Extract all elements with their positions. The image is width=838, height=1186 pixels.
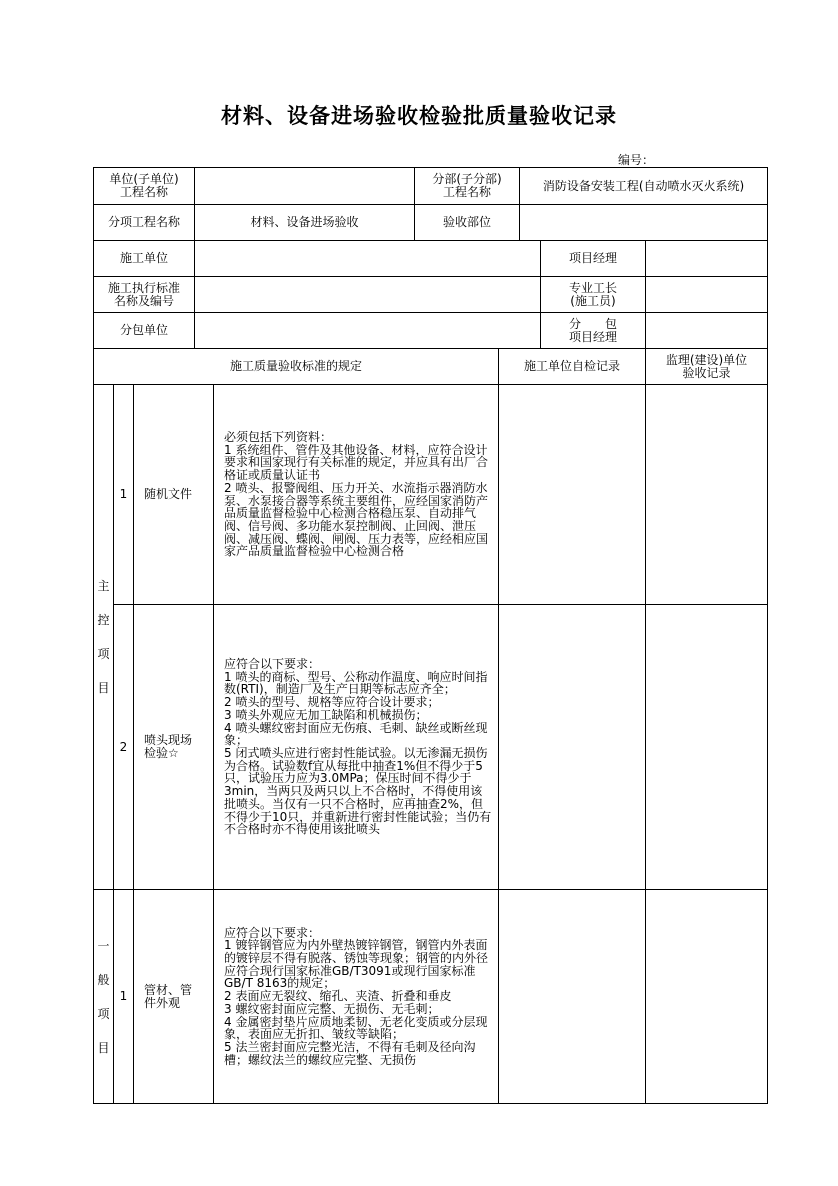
self-check-cell[interactable] [498,889,646,1104]
label-char: 项 [97,647,110,661]
supervisor-cell[interactable] [645,604,768,890]
label-char: 般 [97,972,110,987]
label-char: 项 [97,1006,110,1021]
item-content: 应符合以下要求： 1 喷头的商标、型号、公称动作温度、响应时间指数(RTI)，制造厂及生产日期等标志应齐全； 2 喷头的型号、规格等应符合设计要求； 3 喷头外观应无加工缺陷和机械损伤； 4 喷头螺纹密封面应无伤痕、毛刺、缺丝或断丝现象； 5 闭式喷头应进行密封性能试验。以无渗漏无损伤为合格。试验数f宜从每批中抽查1%但不得少于5只，试验压力应为3.0MPa；保压时间不得少于3min，当两只及两只以上不合格时，不得使用该批喷头。当仅有一只不合格时，应再抽查2%，但不得少于10只，并重新进行密封性能试验；当仍有不合格时亦不得使用该批喷头 [213,604,499,890]
item-name: 管材、管件外观 [133,889,214,1104]
division-label: 分部(子分部) 工程名称 [414,167,520,205]
label-char: 一 [97,938,110,953]
sub-pm-label: 分 包 项目经理 [540,312,646,349]
division-value[interactable]: 消防设备安装工程(自动喷水灭火系统) [519,167,768,205]
item-no: 2 [113,604,134,890]
subitem-value[interactable]: 材料、设备进场验收 [194,204,415,241]
unit-label: 单位(子单位) 工程名称 [93,167,195,205]
contractor-value[interactable] [194,240,541,277]
code-label: 编号： [618,153,655,167]
item-no: 1 [113,889,134,1104]
spec-header: 施工质量验收标准的规定 [93,348,499,385]
main-control-label [93,384,114,890]
sub-pm-value[interactable] [645,312,768,349]
item-content: 必须包括下列资料： 1 系统组件、管件及其他设备、材料，应符合设计要求和国家现行有关标准的规定，并应具有出厂合格证或质量认证书 2 喷头、报警阀组、压力开关、水流指示器消防水泵、水泵接合器等系统主要组件，应经国家消防产品质量监督检验中心检测合格稳压泵、自动排气阀、信号阀、多功能水泵控制阀、止回阀、泄压阀、减压阀、蝶阀、闸阀、压力表等，应经相应国家产品质量监督检验中心检测合格 [213,384,499,605]
subitem-label: 分项工程名称 [93,204,195,241]
part-value[interactable] [519,204,768,241]
item-content: 应符合以下要求： 1 镀锌钢管应为内外壁热镀锌钢管，钢管内外表面的镀锌层不得有脱落、锈蚀等现象；钢管的内外径应符合现行国家标准GB/T3091或现行国家标准GB/T 8163的规定； 2 表面应无裂纹、缩孔、夹渣、折叠和垂皮 3 螺纹密封面应完整、无损伤、无毛刺； 4 金属密封垫片应质地柔韧、无老化变质或分层现象，表面应无折扣、皱纹等缺陷； 5 法兰密封面应完整光洁，不得有毛刺及径向沟槽；螺纹法兰的螺纹应完整、无损伤 [213,889,499,1104]
supervisor-cell[interactable] [645,384,768,605]
self-check-cell[interactable] [498,384,646,605]
part-label: 验收部位 [414,204,520,241]
self-check-cell[interactable] [498,604,646,890]
standard-value[interactable] [194,276,541,313]
unit-value[interactable] [194,167,415,205]
pm-label: 项目经理 [540,240,646,277]
supervisor-cell[interactable] [645,889,768,1104]
label-char: 目 [97,1040,110,1055]
foreman-label: 专业工长 (施工员) [540,276,646,313]
contractor-label: 施工单位 [93,240,195,277]
page-title: 材料、设备进场验收检验批质量验收记录 [221,104,617,128]
sub-value[interactable] [194,312,541,349]
label-char: 控 [97,613,110,627]
foreman-value[interactable] [645,276,768,313]
supervisor-header: 监理(建设)单位 验收记录 [645,348,768,385]
standard-label: 施工执行标准 名称及编号 [93,276,195,313]
item-no: 1 [113,384,134,605]
pm-value[interactable] [645,240,768,277]
item-name: 随机文件 [133,384,214,605]
self-check-header: 施工单位自检记录 [498,348,646,385]
label-char: 主 [97,579,110,593]
sub-label: 分包单位 [93,312,195,349]
label-char: 目 [97,681,110,695]
item-name: 喷头现场检验☆ [133,604,214,890]
general-label [93,889,114,1104]
